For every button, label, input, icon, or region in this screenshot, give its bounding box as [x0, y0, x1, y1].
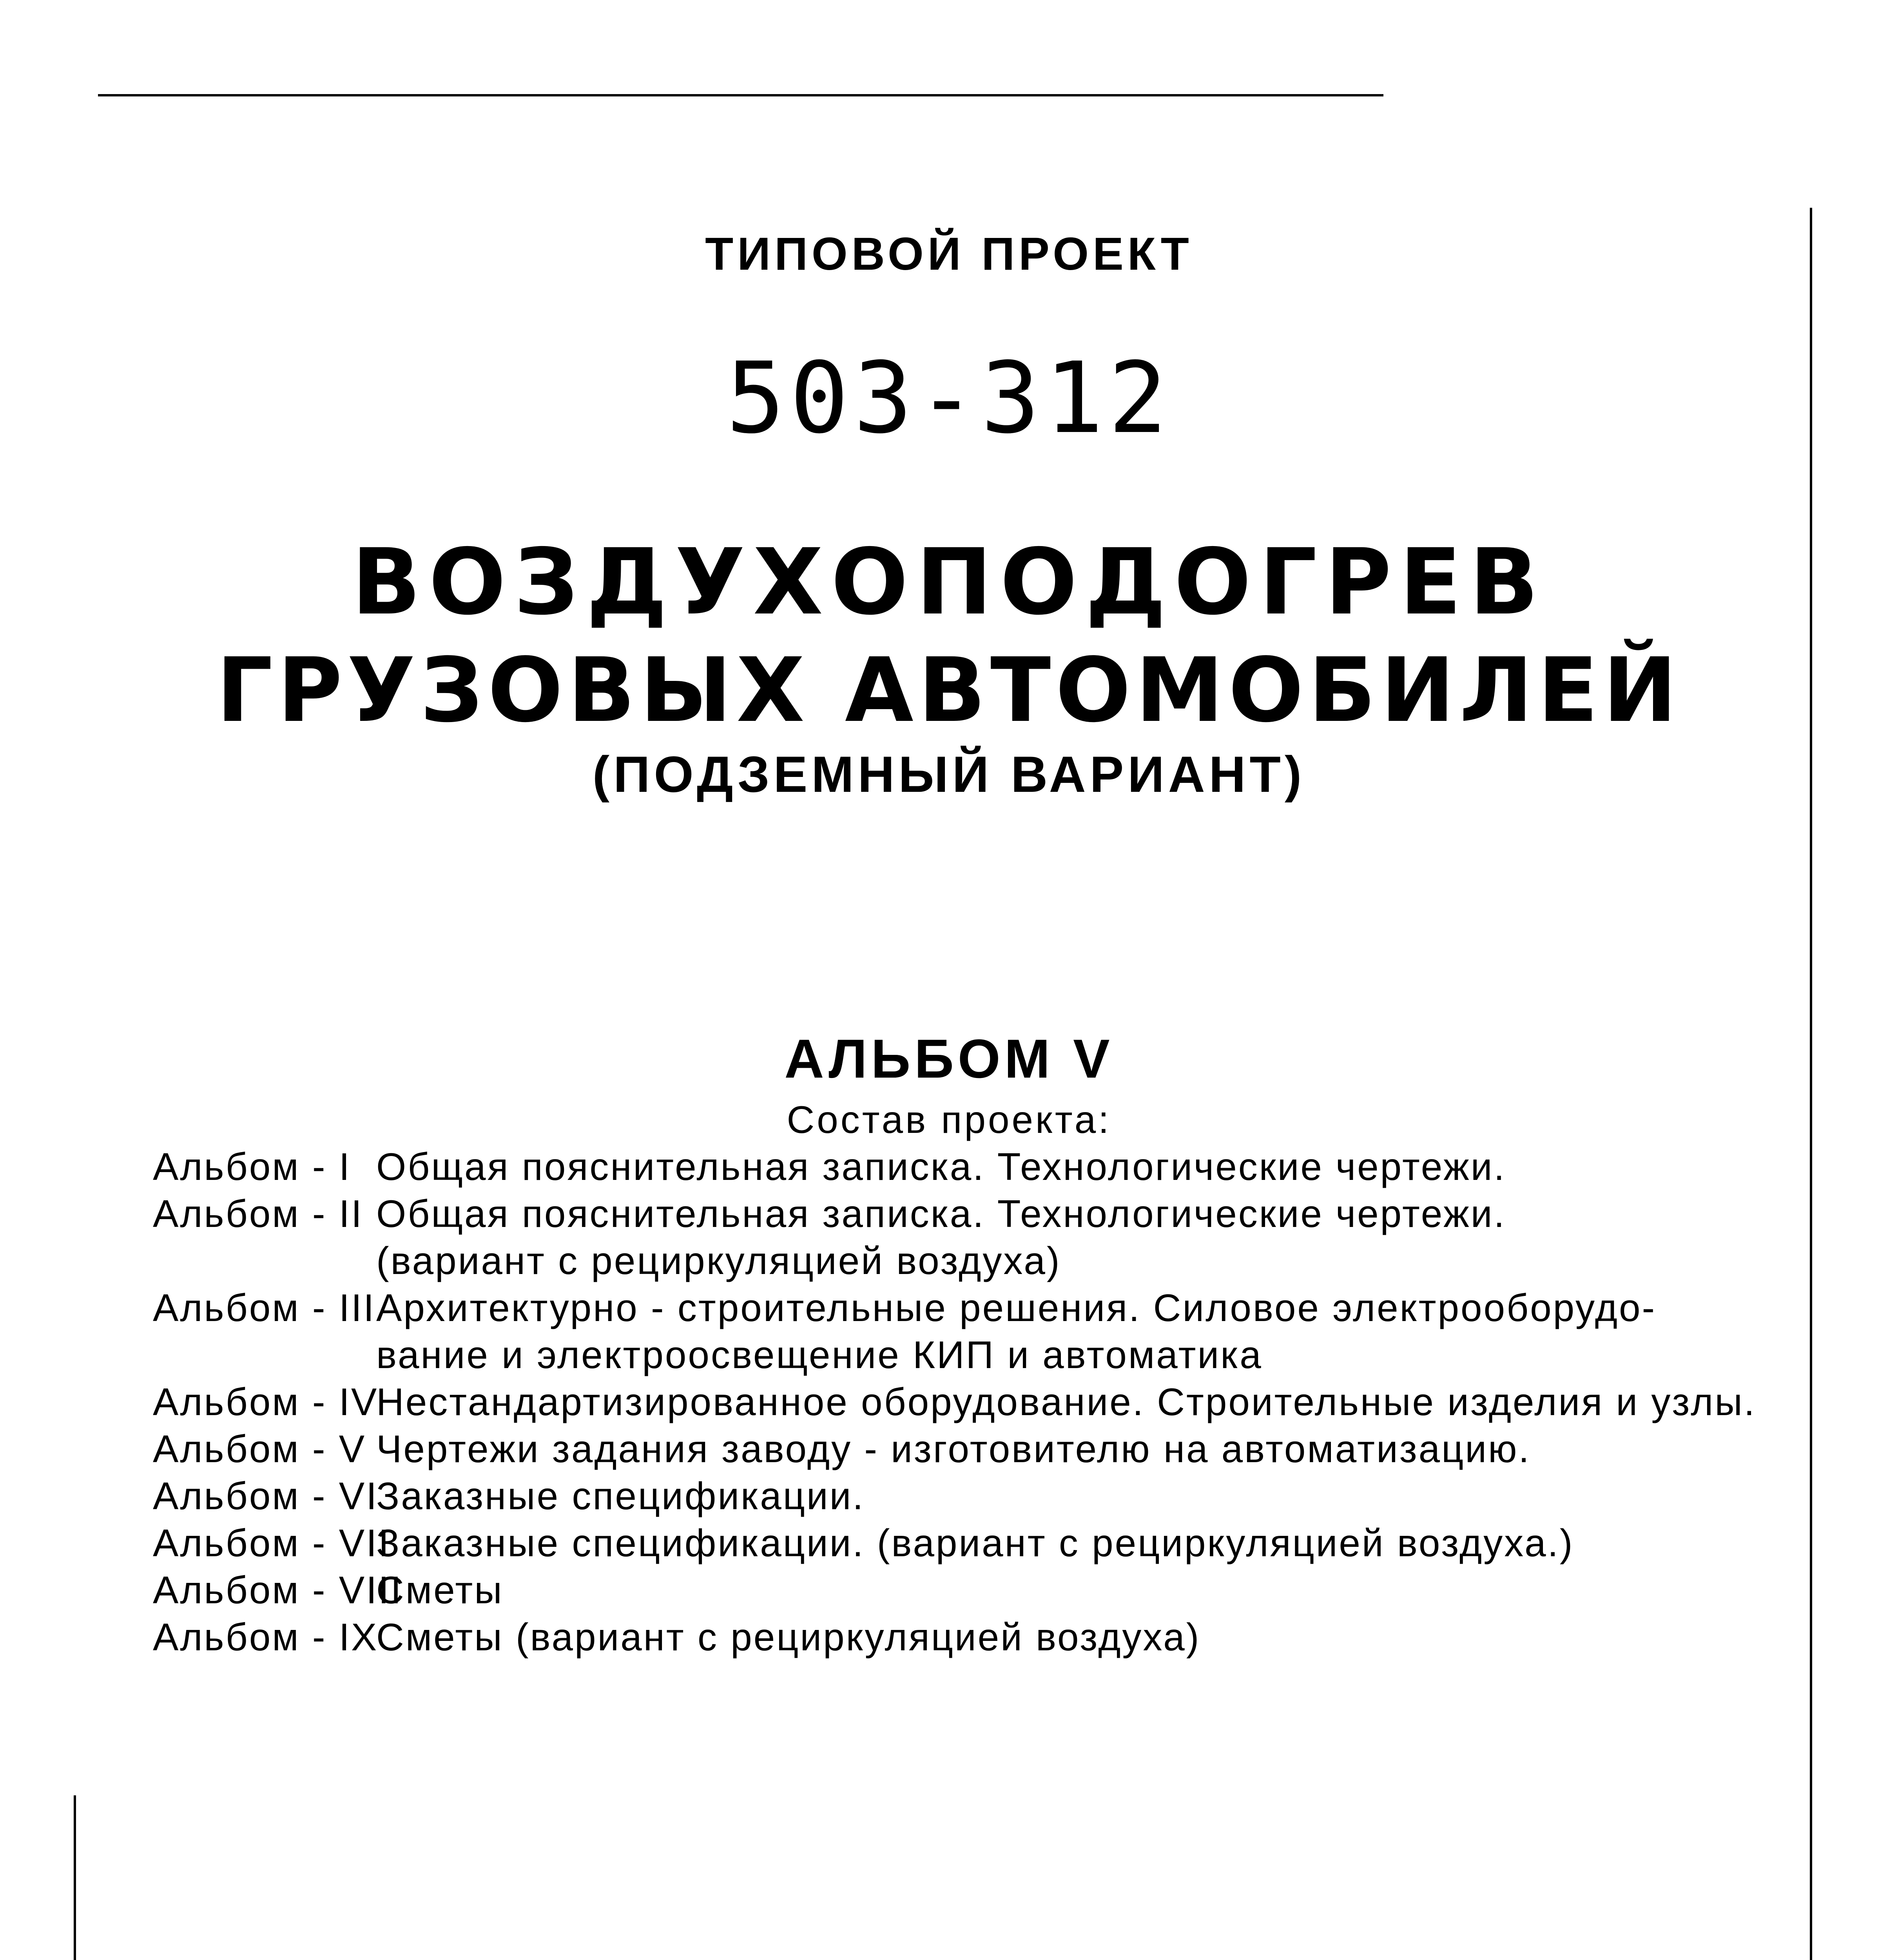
album-description: (вариант с рециркуляцией воздуха)	[376, 1239, 1061, 1282]
list-item	[153, 1568, 1799, 1615]
list-item	[153, 1239, 1799, 1286]
left-border-line	[74, 1795, 76, 1960]
list-item	[153, 1615, 1799, 1662]
album-description: вание и электроосвещение КИП и автоматика	[376, 1333, 1263, 1376]
list-item	[153, 1333, 1799, 1380]
list-item	[153, 1145, 1799, 1192]
project-title-line1: ВОЗДУХОПОДОГРЕВ	[352, 529, 1546, 635]
list-item	[153, 1474, 1799, 1521]
album-name: Альбом - IX	[153, 1615, 379, 1659]
album-description: Сметы	[376, 1568, 504, 1612]
album-description: Заказные спецификации. (вариант с рециркуляцией воздуха.)	[376, 1521, 1574, 1564]
album-label: АЛЬБОМ V	[784, 1028, 1114, 1089]
album-description: Нестандартизированное оборудование. Строительные изделия и узлы.	[376, 1380, 1757, 1423]
album-name: Альбом - VI	[153, 1474, 379, 1517]
album-name: Альбом - V	[153, 1427, 366, 1470]
album-list	[153, 1145, 1799, 1662]
album-name: Альбом - II	[153, 1192, 364, 1235]
list-item	[153, 1380, 1799, 1427]
top-border-line	[98, 94, 1383, 96]
album-name: Альбом - VII	[153, 1521, 391, 1564]
list-item	[153, 1521, 1799, 1568]
album-description: Сметы (вариант с рециркуляцией воздуха)	[376, 1615, 1201, 1659]
album-description: Общая пояснительная записка. Технологические чертежи.	[376, 1145, 1506, 1188]
project-subtitle: (ПОДЗЕМНЫЙ ВАРИАНТ)	[592, 746, 1306, 803]
list-item	[153, 1192, 1799, 1239]
album-name: Альбом - III	[153, 1286, 376, 1329]
project-type-label: ТИПОВОЙ ПРОЕКТ	[705, 228, 1193, 280]
album-description: Архитектурно - строительные решения. Силовое электрооборудо-	[376, 1286, 1657, 1329]
album-name: Альбом - VIII	[153, 1568, 403, 1612]
album-description: Общая пояснительная записка. Технологические чертежи.	[376, 1192, 1506, 1235]
composition-heading: Состав проекта:	[787, 1098, 1111, 1141]
album-description: Чертежи задания заводу - изготовителю на автоматизацию.	[376, 1427, 1531, 1470]
list-item	[153, 1427, 1799, 1474]
album-description: Заказные спецификации.	[376, 1474, 865, 1517]
project-title-line2: ГРУЗОВЫХ АВТОМОБИЛЕЙ	[216, 639, 1682, 742]
list-item	[153, 1286, 1799, 1333]
album-name: Альбом - I	[153, 1145, 351, 1188]
album-name: Альбом - IV	[153, 1380, 379, 1423]
project-number: 503-312	[726, 341, 1172, 455]
